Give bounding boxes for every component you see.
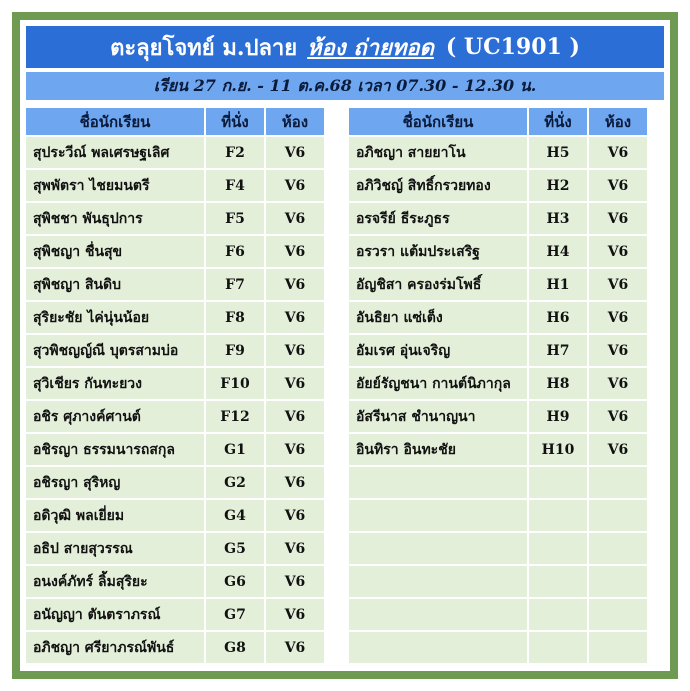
student-name-cell: สุวพิชญญ์ณี บุตรสามบ่อ bbox=[26, 335, 204, 366]
room-cell: V6 bbox=[589, 203, 647, 234]
content-panel bbox=[20, 20, 670, 671]
seating-table-right bbox=[347, 106, 649, 665]
table-row bbox=[349, 566, 647, 597]
student-name-cell bbox=[349, 599, 527, 630]
student-name-cell: อชิรญา สุริหญ bbox=[26, 467, 204, 498]
student-name-cell bbox=[349, 467, 527, 498]
student-name-cell: อธิป สายสุวรรณ bbox=[26, 533, 204, 564]
title-room: ห้อง ถ่ายทอด bbox=[307, 34, 434, 61]
room-cell bbox=[589, 566, 647, 597]
student-name-cell bbox=[349, 566, 527, 597]
student-name-cell: สุพิชญา ชื่นสุข bbox=[26, 236, 204, 267]
table-row bbox=[349, 401, 647, 432]
table-row bbox=[26, 335, 324, 366]
seat-cell: H9 bbox=[529, 401, 587, 432]
room-cell: V6 bbox=[266, 566, 324, 597]
student-name-cell: อรจรีย์ ธีระภูธร bbox=[349, 203, 527, 234]
seat-cell bbox=[529, 467, 587, 498]
student-name-cell: อัสรีนาส ชำนาญนา bbox=[349, 401, 527, 432]
column-header-seat: ที่นั่ง bbox=[206, 108, 264, 135]
column-header-seat: ที่นั่ง bbox=[529, 108, 587, 135]
table-row bbox=[26, 137, 324, 168]
seat-cell bbox=[529, 500, 587, 531]
title-main: ตะลุยโจทย์ ม.ปลาย bbox=[110, 34, 298, 61]
table-row bbox=[26, 170, 324, 201]
student-name-cell bbox=[349, 500, 527, 531]
student-name-cell: อรวรา แต้มประเสริฐ bbox=[349, 236, 527, 267]
seat-cell: G1 bbox=[206, 434, 264, 465]
student-name-cell: อชิรญา ธรรมนารถสกุล bbox=[26, 434, 204, 465]
page-title bbox=[26, 26, 664, 68]
room-cell: V6 bbox=[589, 368, 647, 399]
table-row bbox=[349, 467, 647, 498]
seat-cell: F12 bbox=[206, 401, 264, 432]
column-header-room: ห้อง bbox=[266, 108, 324, 135]
seat-cell bbox=[529, 632, 587, 663]
seat-cell: F5 bbox=[206, 203, 264, 234]
seat-cell: F10 bbox=[206, 368, 264, 399]
room-cell: V6 bbox=[589, 434, 647, 465]
student-name-cell: อภิวิชญ์ สิทธิ์กรวยทอง bbox=[349, 170, 527, 201]
student-name-cell: อินทิรา อินทะชัย bbox=[349, 434, 527, 465]
seat-cell: G6 bbox=[206, 566, 264, 597]
table-row bbox=[349, 500, 647, 531]
student-name-cell bbox=[349, 632, 527, 663]
outer-frame bbox=[12, 12, 678, 679]
room-cell: V6 bbox=[266, 500, 324, 531]
room-cell: V6 bbox=[589, 269, 647, 300]
room-cell: V6 bbox=[266, 335, 324, 366]
room-cell bbox=[589, 599, 647, 630]
table-row bbox=[26, 302, 324, 333]
table-header-row bbox=[26, 108, 324, 135]
table-row bbox=[26, 566, 324, 597]
column-header-name: ชื่อนักเรียน bbox=[349, 108, 527, 135]
room-cell: V6 bbox=[266, 467, 324, 498]
table-row bbox=[349, 170, 647, 201]
student-name-cell: อัญชิสา ครองร่มโพธิ์ bbox=[349, 269, 527, 300]
student-name-cell: สุพิชญา สินดิบ bbox=[26, 269, 204, 300]
student-name-cell: สุวิเชียร กันทะยวง bbox=[26, 368, 204, 399]
room-cell bbox=[589, 467, 647, 498]
student-name-cell: อภิชญา สายยาโน bbox=[349, 137, 527, 168]
seat-cell: F7 bbox=[206, 269, 264, 300]
seat-cell bbox=[529, 599, 587, 630]
student-name-cell: อดิวุฒิ พลเยี่ยม bbox=[26, 500, 204, 531]
seat-cell: H10 bbox=[529, 434, 587, 465]
table-header-row bbox=[349, 108, 647, 135]
table-row bbox=[349, 203, 647, 234]
seat-cell: H2 bbox=[529, 170, 587, 201]
seat-cell bbox=[529, 566, 587, 597]
room-cell: V6 bbox=[266, 533, 324, 564]
student-name-cell: อัมเรศ อุ่นเจริญ bbox=[349, 335, 527, 366]
room-cell: V6 bbox=[589, 170, 647, 201]
seat-cell: H4 bbox=[529, 236, 587, 267]
schedule-subtitle: เรียน 27 ก.ย. - 11 ต.ค.68 เวลา 07.30 - 12.30 น. bbox=[26, 72, 664, 100]
room-cell: V6 bbox=[266, 203, 324, 234]
table-row bbox=[349, 269, 647, 300]
room-cell: V6 bbox=[266, 269, 324, 300]
student-name-cell: สุริยะชัย ไค่นุ่นน้อย bbox=[26, 302, 204, 333]
seat-cell: G4 bbox=[206, 500, 264, 531]
seat-cell: H7 bbox=[529, 335, 587, 366]
seat-cell: G8 bbox=[206, 632, 264, 663]
seat-cell: H1 bbox=[529, 269, 587, 300]
room-cell: V6 bbox=[266, 236, 324, 267]
seat-cell: G2 bbox=[206, 467, 264, 498]
table-row bbox=[349, 632, 647, 663]
column-header-name: ชื่อนักเรียน bbox=[26, 108, 204, 135]
student-name-cell: สุประวีณ์ พลเศรษฐเลิศ bbox=[26, 137, 204, 168]
table-row bbox=[26, 599, 324, 630]
student-name-cell: สุพพัตรา ไชยมนตรี bbox=[26, 170, 204, 201]
seating-table-left bbox=[24, 106, 326, 665]
seat-cell: H6 bbox=[529, 302, 587, 333]
table-row bbox=[26, 203, 324, 234]
room-cell: V6 bbox=[589, 401, 647, 432]
seat-cell: H5 bbox=[529, 137, 587, 168]
room-cell: V6 bbox=[589, 302, 647, 333]
title-code: ( UC1901 ) bbox=[445, 34, 580, 60]
seat-cell: H8 bbox=[529, 368, 587, 399]
seat-cell: G5 bbox=[206, 533, 264, 564]
table-row bbox=[26, 533, 324, 564]
room-cell: V6 bbox=[266, 137, 324, 168]
room-cell: V6 bbox=[266, 170, 324, 201]
student-name-cell: สุพิชชา พันธุปการ bbox=[26, 203, 204, 234]
room-cell bbox=[589, 500, 647, 531]
table-row bbox=[349, 302, 647, 333]
table-row bbox=[349, 335, 647, 366]
table-row bbox=[26, 401, 324, 432]
table-row bbox=[26, 500, 324, 531]
student-name-cell: อนงค์ภัทร์ ลิ้มสุริยะ bbox=[26, 566, 204, 597]
room-cell: V6 bbox=[589, 335, 647, 366]
room-cell: V6 bbox=[266, 368, 324, 399]
student-name-cell bbox=[349, 533, 527, 564]
table-row bbox=[349, 599, 647, 630]
table-row bbox=[26, 236, 324, 267]
table-row bbox=[26, 269, 324, 300]
student-name-cell: อนัญญา ตันตราภรณ์ bbox=[26, 599, 204, 630]
seat-cell: F2 bbox=[206, 137, 264, 168]
table-row bbox=[26, 632, 324, 663]
room-cell: V6 bbox=[266, 632, 324, 663]
table-row bbox=[26, 467, 324, 498]
seat-cell: F8 bbox=[206, 302, 264, 333]
table-row bbox=[349, 434, 647, 465]
seat-cell: F4 bbox=[206, 170, 264, 201]
seat-cell: F6 bbox=[206, 236, 264, 267]
room-cell: V6 bbox=[589, 137, 647, 168]
room-cell: V6 bbox=[589, 236, 647, 267]
student-name-cell: อันธิยา แซ่เต็ง bbox=[349, 302, 527, 333]
student-name-cell: อัยย์รัญชนา กานต์นิภากุล bbox=[349, 368, 527, 399]
table-row bbox=[349, 533, 647, 564]
room-cell bbox=[589, 533, 647, 564]
room-cell bbox=[589, 632, 647, 663]
seat-cell: G7 bbox=[206, 599, 264, 630]
table-row bbox=[349, 137, 647, 168]
student-name-cell: อภิชญา ศรียาภรณ์พันธ์ bbox=[26, 632, 204, 663]
column-header-room: ห้อง bbox=[589, 108, 647, 135]
table-row bbox=[349, 368, 647, 399]
room-cell: V6 bbox=[266, 434, 324, 465]
table-row bbox=[26, 368, 324, 399]
room-cell: V6 bbox=[266, 401, 324, 432]
seat-cell: F9 bbox=[206, 335, 264, 366]
seat-cell bbox=[529, 533, 587, 564]
table-row bbox=[349, 236, 647, 267]
room-cell: V6 bbox=[266, 599, 324, 630]
room-cell: V6 bbox=[266, 302, 324, 333]
table-row bbox=[26, 434, 324, 465]
seat-cell: H3 bbox=[529, 203, 587, 234]
student-name-cell: อชิร ศุภางค์ศานต์ bbox=[26, 401, 204, 432]
